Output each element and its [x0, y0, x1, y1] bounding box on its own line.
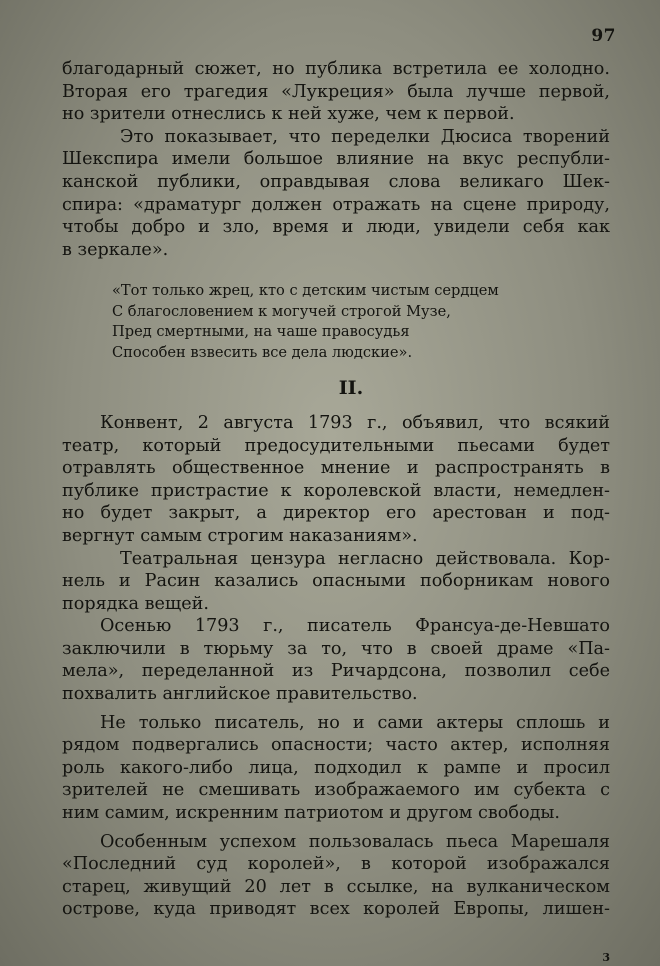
text-line: роль какого-либо лица, подходил к рампе и просил: [62, 757, 610, 778]
paragraph-2: [62, 126, 610, 262]
text-line: Театральная цензура негласно действовала. Кор-: [120, 548, 610, 569]
paragraph-5: [62, 615, 610, 705]
text-line: порядка вещей.: [62, 593, 209, 614]
text-line: мела», переделанной из Ричардсона, позволил себе: [62, 661, 610, 682]
text-line: Это показывает, что переделки Дюсиса творений: [120, 126, 610, 147]
text-line: Особенным успехом пользовалась пьеса Марешаля: [100, 831, 610, 852]
text-line: заключили в тюрьму за то, что в своей драме «Па-: [62, 638, 610, 659]
text-line: публике пристрастие к королевской власти, немедлен-: [62, 480, 610, 501]
text-line: спира: «драматург должен отражать на сцене природу,: [62, 194, 610, 215]
verse-line: Способен взвесить все дела людские».: [112, 343, 413, 361]
paragraph-3: [62, 412, 610, 548]
text-line: Вторая его трагедия «Лукреция» была лучше первой,: [62, 81, 610, 102]
text-line: «Последний суд королей», в которой изображался: [62, 854, 610, 875]
printer-signature-mark: 3: [602, 951, 610, 964]
text-line: нель и Расин казались опасными поборникам нового: [62, 571, 610, 592]
text-line: в зеркале».: [62, 239, 169, 260]
paragraph-4: [62, 548, 610, 616]
verse-line: Пред смертными, на чаше правосудья: [112, 323, 410, 341]
text-line: но зрители отнеслись к ней хуже, чем к первой.: [62, 104, 515, 125]
verse-line: С благословением к могучей строгой Музе,: [112, 302, 451, 320]
text-line: театр, который предосудительными пьесами будет: [62, 435, 610, 456]
section-heading: II.: [338, 377, 364, 400]
text-line: острове, куда приводят всех королей Европы, лишен-: [62, 899, 610, 920]
verse-line: «Тот только жрец, кто с детским чистым сердцем: [112, 282, 499, 300]
paragraph-7: [62, 831, 610, 921]
text-line: похвалить английское правительство.: [62, 684, 418, 705]
text-line: Осенью 1793 г., писатель Франсуа-де-Невшато: [100, 616, 610, 637]
text-line: но будет закрыт, а директор его арестован и под-: [62, 503, 610, 524]
text-line: отравлять общественное мнение и распространять в: [62, 458, 610, 479]
text-line: зрителей не смешивать изображаемого им субекта с: [62, 780, 610, 801]
text-line: Не только писатель, но и сами актеры сплошь и: [100, 712, 610, 733]
text-line: благодарный сюжет, но публика встретила ее холодно.: [62, 59, 610, 79]
text-line: вергнут самым строгим наказаниям».: [62, 525, 418, 546]
body-text: [62, 58, 610, 921]
text-line: чтобы добро и зло, время и люди, увидели себя как: [62, 217, 610, 238]
text-line: старец, живущий 20 лет в ссылке, на вулканическом: [62, 876, 610, 897]
text-line: рядом подвергались опасности; часто актер, исполняя: [62, 735, 610, 756]
text-line: Конвент, 2 августа 1793 г., объявил, что всякий: [100, 412, 610, 433]
text-line: канской публики, оправдывая слова великаго Шек-: [62, 171, 610, 192]
paragraph-1: [62, 58, 610, 126]
text-line: Шекспира имели большое влияние на вкус республи-: [62, 149, 610, 170]
paragraph-6: [62, 712, 610, 825]
text-line: ним самим, искренним патриотом и другом свободы.: [62, 803, 561, 824]
page-number: 97: [591, 26, 616, 46]
verse-quote: [112, 281, 610, 363]
